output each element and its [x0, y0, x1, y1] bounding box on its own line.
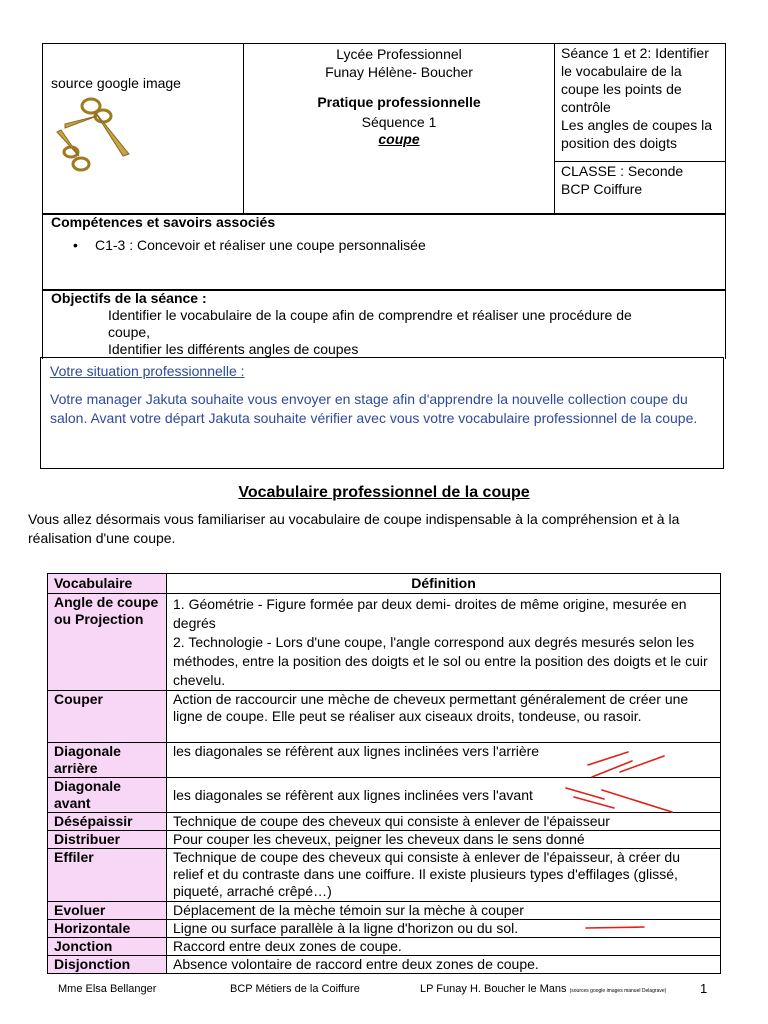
table-row: Angle de coupe ou Projection 1. Géométrie - Figure formée par deux demi- droites de même origine, mesurée en degrés 2. Technologie - Lors d'une coupe, l'angle correspond aux degrés mesurés selon les méthodes, entre la position des doigts et le sol ou entre la position des doigts et le cuir chevelu.: [48, 594, 721, 691]
table-row: Jonction Raccord entre deux zones de coupe.: [48, 938, 721, 956]
school-line-1: Lycée Professionnel: [336, 46, 462, 62]
table-row: Diagonale arrière les diagonales se réfèrent aux lignes inclinées vers l'arrière: [48, 743, 721, 778]
objectif-2: Identifier les différents angles de coupes: [108, 341, 359, 357]
school-line-2: Funay Hélène- Boucher: [325, 64, 473, 80]
competences-item: • C1-3 : Concevoir et réaliser une coupe personnalisée: [73, 237, 426, 253]
col-header-definition: Définition: [167, 574, 721, 594]
topic: coupe: [378, 131, 420, 147]
footer-sources: (sources google images manuel Delagrave): [569, 988, 667, 994]
annotation-stroke: [602, 790, 672, 812]
table-row: Horizontale Ligne ou surface parallèle à la ligne d'horizon ou du sol.: [48, 920, 721, 938]
table-row: Distribuer Pour couper les cheveux, peigner les cheveux dans le sens donné: [48, 831, 721, 849]
page-number: 1: [700, 981, 708, 996]
annotation-stroke: [566, 788, 604, 799]
annotation-stroke: [574, 797, 614, 808]
situation-text: Votre manager Jakuta souhaite vous envoyer en stage afin d'apprendre la nouvelle collection coupe du salon. Avant votre départ Jakuta souhaite vérifier avec vous votre vocabulaire professionnel de la coupe.: [50, 391, 698, 426]
classe-line-2: BCP Coiffure: [561, 181, 643, 197]
table-row: Désépaissir Technique de coupe des cheveux qui consiste à enlever de l'épaisseur: [48, 813, 721, 831]
annotation-stroke: [586, 927, 644, 928]
bullet-icon: •: [73, 237, 78, 253]
classe-line-1: CLASSE : Seconde: [561, 163, 684, 179]
table-row: Diagonale avant les diagonales se réfèrent aux lignes inclinées vers l'avant: [48, 778, 721, 813]
objectif-1: Identifier le vocabulaire de la coupe afin de comprendre et réaliser une procédure de coupe,: [108, 307, 632, 340]
objectifs-heading: Objectifs de la séance :: [51, 290, 207, 306]
table-row: Effiler Technique de coupe des cheveux qui consiste à enlever de l'épaisseur, à créer du relief et du contraste dans une coiffure. Il existe plusieurs types d'effilages (glissé, piqueté, arraché crêpé…): [48, 849, 721, 902]
situation-heading: Votre situation professionnelle :: [50, 363, 245, 379]
footer-school: LP Funay H. Boucher le Mans (sources google images manuel Delagrave): [420, 983, 667, 995]
footer-program: BCP Métiers de la Coiffure: [230, 983, 360, 995]
annotation-stroke: [588, 752, 628, 765]
col-header-vocabulaire: Vocabulaire: [48, 574, 167, 594]
footer-author: Mme Elsa Bellanger: [58, 983, 157, 995]
intro-text: Vous allez désormais vous familiariser au vocabulaire de coupe indispensable à la compréhension et à la réalisation d'une coupe.: [28, 511, 680, 546]
angles: Les angles de coupes la position des doigts: [561, 117, 712, 151]
section-title: Vocabulaire professionnel de la coupe: [238, 484, 530, 501]
seance: Séance 1 et 2: Identifier le vocabulaire de la coupe les points de contrôle: [561, 45, 709, 115]
table-row: Evoluer Déplacement de la mèche témoin sur la mèche à couper: [48, 902, 721, 920]
source-label: source google image: [51, 75, 181, 91]
sequence: Séquence 1: [361, 114, 437, 130]
competences-heading: Compétences et savoirs associés: [51, 214, 276, 230]
table-row: Disjonction Absence volontaire de raccord entre deux zones de coupe.: [48, 956, 721, 974]
table-row: Couper Action de raccourcir une mèche de cheveux permettant généralement de créer une ligne de coupe. Elle peut se réaliser aux ciseaux droits, tondeuse, ou rasoir.: [48, 691, 721, 743]
subject: Pratique professionnelle: [317, 94, 481, 110]
